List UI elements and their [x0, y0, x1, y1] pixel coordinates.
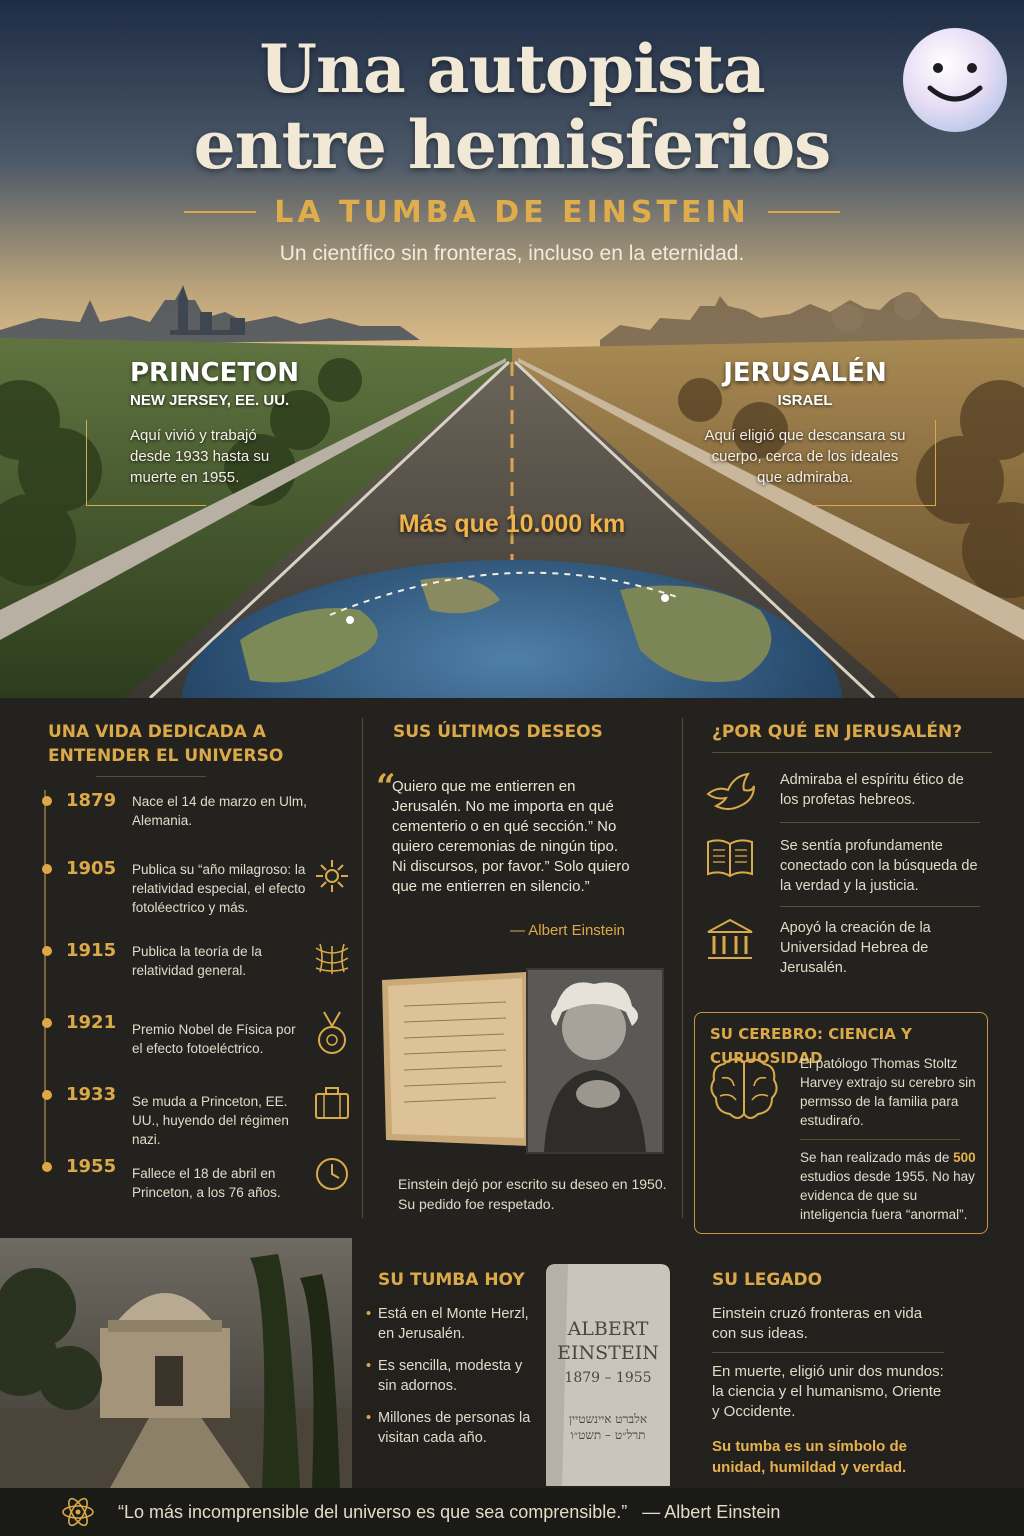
brain-text-2-post: estudios desde 1955. No hay evidenca de que su inteligencia fuera “anormal”. [800, 1169, 975, 1222]
open-book-icon [704, 834, 756, 882]
legacy-statement: Su tumba es un símbolo de unidad, humildad y verdad. [712, 1438, 908, 1476]
reason-rule-1 [780, 822, 980, 823]
timeline-dot [42, 1162, 52, 1172]
headstone-hebrew-1: אלברט איינשטיין [568, 1412, 648, 1426]
column-divider-2 [682, 718, 683, 1218]
timeline-year: 1955 [66, 1156, 117, 1177]
timeline-item [36, 1084, 356, 1154]
quote-mark-icon: “ [376, 767, 396, 807]
timeline-year: 1879 [66, 790, 117, 811]
princeton-description: Aquí vivió y trabajó desde 1933 hasta su muerte en 1955. [130, 427, 270, 486]
atom-icon [60, 1494, 96, 1530]
timeline-dot [42, 864, 52, 874]
brain-icon [708, 1054, 780, 1124]
reason-text: Admiraba el espíritu ético de los profetas hebreos. [780, 772, 964, 808]
dove-icon [704, 768, 756, 816]
tomb-photo-illustration [0, 1238, 352, 1488]
subtitle: LA TUMBA DE EINSTEIN [274, 194, 750, 230]
timeline-year: 1905 [66, 858, 117, 879]
timeline-dot [42, 1018, 52, 1028]
headstone-years: 1879 – 1955 [564, 1370, 652, 1386]
timeline-dot [42, 1090, 52, 1100]
princeton-bracket [86, 420, 206, 506]
jerusalem-name: JERUSALÉN [723, 358, 887, 388]
reason-item [684, 916, 984, 980]
headstone-hebrew-2: תרל״ט – תשט״ו [570, 1428, 646, 1442]
footer-quote-author: — Albert Einstein [642, 1502, 781, 1522]
reason-rule-2 [780, 906, 980, 907]
distance-label: Más que 10.000 km [398, 510, 626, 538]
reason-text: Apoyó la creación de la Universidad Hebrea de Jerusalén. [780, 920, 931, 976]
timeline-text: Publica la teoría de la relatividad general. [132, 944, 262, 978]
timeline [36, 790, 356, 1210]
brain-text-2 [800, 1148, 982, 1224]
legacy-text-2: En muerte, eligió unir dos mundos: la ciencia y el humanismo, Oriente y Occidente. [712, 1363, 944, 1420]
tomb-bullet: • Millones de personas la visitan cada año. [366, 1408, 536, 1448]
timeline-item [36, 1156, 356, 1226]
headstone-name-1: ALBERT [567, 1318, 649, 1340]
clock-icon [312, 1154, 352, 1194]
brain-study-count: 500 [953, 1150, 976, 1165]
tagline: Un científico sin fronteras, incluso en la eternidad. [279, 242, 745, 265]
timeline-dot [42, 796, 52, 806]
timeline-title: UNA VIDA DEDICADA A ENTENDER EL UNIVERSO [48, 722, 284, 766]
timeline-rule [96, 776, 206, 777]
subtitle-row [0, 192, 1024, 232]
wishes-caption: Einstein dejó por escrito su deseo en 1950. Su pedido foe respetado. [398, 1176, 667, 1212]
timeline-item [36, 940, 356, 1010]
timeline-text: Premio Nobel de Física por el efecto fotoeléctrico. [132, 1022, 296, 1056]
subtitle-line-left [184, 211, 256, 213]
spacetime-grid-icon [312, 938, 352, 978]
main-title-line2: entre hemisferios [193, 106, 831, 184]
legacy-title: SU LEGADO [712, 1270, 823, 1290]
jerusalem-region: ISRAEL [777, 392, 833, 409]
wishes-author: — Albert Einstein [509, 922, 625, 939]
suitcase-icon [312, 1082, 352, 1122]
timeline-item [36, 1012, 356, 1082]
headstone-name-2: EINSTEIN [557, 1342, 659, 1364]
brain-title: SU CEREBRO: CIENCIA Y CURUOSIDAD [710, 1025, 912, 1067]
legacy-rule [712, 1352, 944, 1353]
timeline-text: Publica su “año milagroso: la relatividad especial, el efecto fotoléectrico y más. [132, 862, 306, 915]
tomb-title: SU TUMBA HOY [378, 1270, 525, 1290]
brain-rule [800, 1139, 960, 1140]
column-divider-1 [362, 718, 363, 1218]
reason-item [684, 834, 984, 898]
reason-text: Se sentía profundamente conectado con la búsqueda de la verdad y la justicia. [780, 838, 978, 894]
legacy-text-1: Einstein cruzó fronteras en vida con sus ideas. [712, 1305, 923, 1342]
why-title: ¿POR QUÉ EN JERUSALÉN? [712, 722, 963, 742]
footer-quote [118, 1502, 780, 1523]
timeline-item [36, 858, 356, 928]
footer-quote-text: “Lo más incomprensible del universo es que sea comprensible.” [118, 1502, 628, 1522]
medal-icon [312, 1010, 352, 1058]
timeline-text: Fallece el 18 de abril en Princeton, a los 76 años. [132, 1166, 281, 1200]
tomb-bullet: • Es sencilla, modesta y sin adornos. [366, 1356, 536, 1396]
university-icon [704, 916, 756, 964]
princeton-name: PRINCETON [130, 358, 299, 388]
hero-section [0, 0, 1024, 698]
timeline-text: Nace el 14 de marzo en Ulm, Alemania. [132, 794, 307, 828]
brain-text-2-pre: Se han realizado más de [800, 1150, 950, 1165]
why-rule [712, 752, 992, 753]
sparkle-icon [312, 856, 352, 896]
main-title-line1: Una autopista [259, 30, 765, 108]
subtitle-line-right [768, 211, 840, 213]
timeline-year: 1933 [66, 1084, 117, 1105]
timeline-dot [42, 946, 52, 956]
princeton-region: NEW JERSEY, EE. UU. [130, 392, 290, 409]
timeline-year: 1921 [66, 1012, 117, 1033]
timeline-year: 1915 [66, 940, 117, 961]
footer [0, 1488, 1024, 1536]
timeline-text: Se muda a Princeton, EE. UU., huyendo del régimen nazi. [132, 1094, 289, 1147]
tomb-bullet: • Está en el Monte Herzl, en Jerusalén. [366, 1304, 536, 1344]
jerusalem-bracket [812, 420, 936, 506]
notebook-and-portrait-illustration [376, 966, 668, 1156]
jerusalem-description: Aquí eligió que descansara su cuerpo, cerca de los ideales que admiraba. [704, 427, 906, 486]
wishes-title: SUS ÚLTIMOS DESEOS [393, 722, 603, 742]
why-reasons [684, 768, 1004, 988]
brain-text-1: El patólogo Thomas Stoltz Harvey extrajo su cerebro sin permsso de la familia para estudiraŕo. [800, 1056, 976, 1128]
timeline-item [36, 790, 356, 860]
wishes-quote: Quiero que me entierren en Jerusalén. No me importa en qué cementerio o en qué sección.” No quiero ceremonias de ningún tipo. Ni discursos, por favor.” Solo quiero que me entierren en silencio.” [392, 778, 630, 895]
